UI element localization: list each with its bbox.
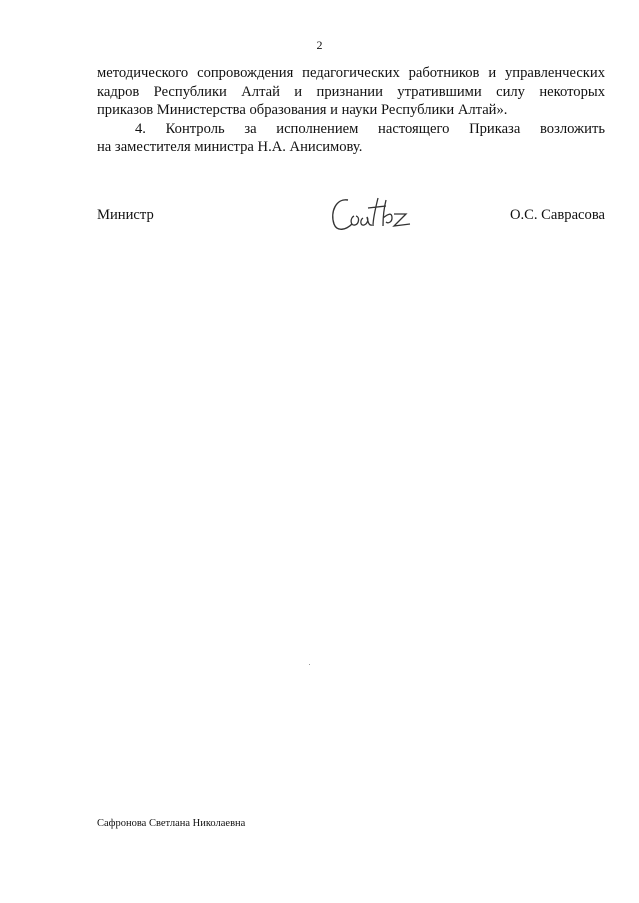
paragraph-line: методического сопровождения педагогических работников и управленческих	[97, 65, 605, 81]
signer-position: Министр	[97, 207, 154, 223]
executor-name: Сафронова Светлана Николаевна	[97, 818, 246, 829]
page-number: 2	[316, 38, 323, 52]
paragraph-line: на заместителя министра Н.А. Анисимову.	[97, 139, 363, 155]
handwritten-signature-icon	[326, 190, 416, 240]
paragraph-item-4: 4. Контроль за исполнением настоящего Приказа возложить	[135, 120, 605, 137]
paragraph-line: кадров Республики Алтай и признании утратившими силу некоторых	[97, 83, 605, 100]
paragraph-line: приказов Министерства образования и науки Республики Алтай».	[97, 102, 508, 118]
scan-speck	[309, 664, 310, 665]
document-body	[97, 64, 605, 157]
signer-name: О.С. Саврасова	[509, 207, 605, 223]
